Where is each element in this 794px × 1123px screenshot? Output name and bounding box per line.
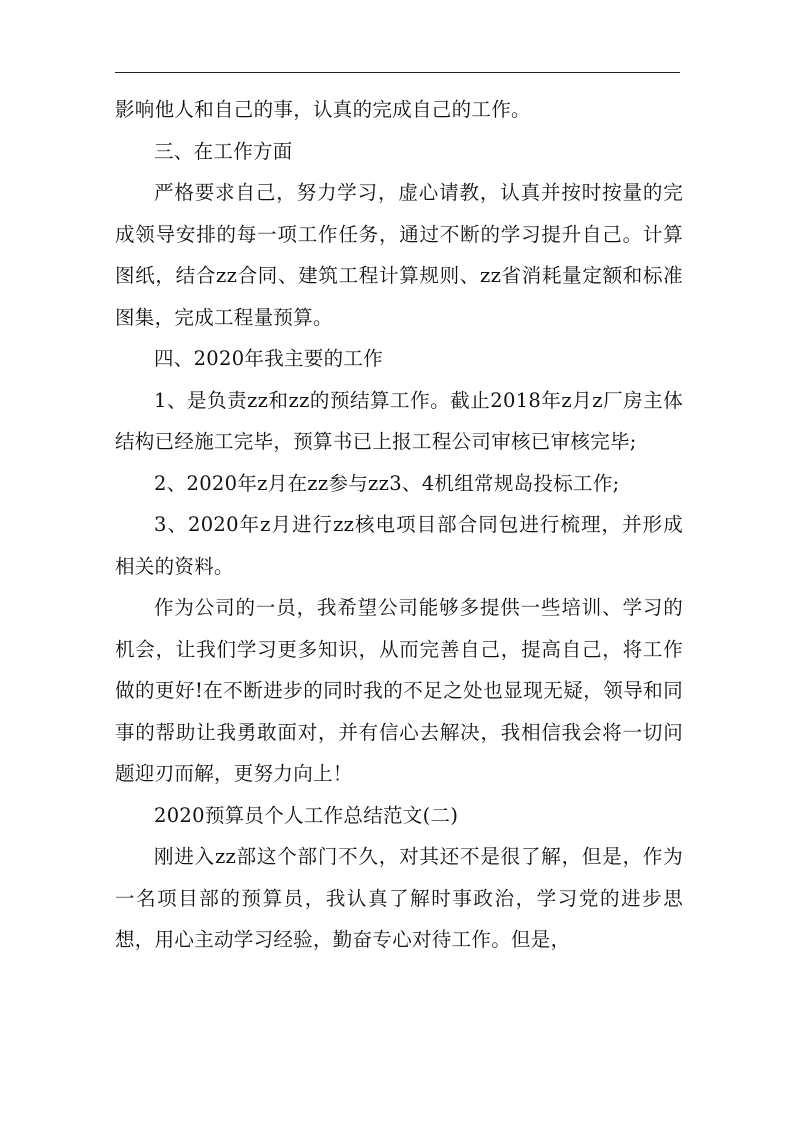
paragraph-hopes: 作为公司的一员，我希望公司能够多提供一些培训、学习的机会，让我们学习更多知识，从而完善自己，提高自己，将工作做的更好!在不断进步的同时我的不足之处也显现无疑，领导和同事的帮助让我勇敢面对，并有信心去解决，我相信我会将一切问题迎刃而解，更努力向上！ <box>115 596 683 785</box>
section-heading-main-work: 四、2020年我主要的工作 <box>154 347 384 370</box>
list-item-2: 2、2020年z月在zz参与zz3、4机组常规岛投标工作; <box>154 471 620 495</box>
header-rule <box>115 72 680 73</box>
section-title-part-two: 2020预算员个人工作总结范文(二) <box>154 803 459 827</box>
document-body <box>115 89 683 961</box>
list-item-3: 3、2020年z月进行zz核电项目部合同包进行梳理，并形成相关的资料。 <box>115 513 683 578</box>
paragraph-1: 影响他人和自己的事，认真的完成自己的工作。 <box>115 98 531 121</box>
list-item-1: 1、是负责zz和zz的预结算工作。截止2018年z月z厂房主体结构已经施工完毕，预算书已上报工程公司审核已审核完毕; <box>115 388 683 453</box>
section-heading-work-aspect: 三、在工作方面 <box>154 139 293 163</box>
paragraph-intro-part-two: 刚进入zz部这个部门不久，对其还不是很了解，但是，作为一名项目部的预算员，我认真了解时事政治，学习党的进步思想，用心主动学习经验，勤奋专心对待工作。但是， <box>115 845 683 951</box>
paragraph-work-requirements: 严格要求自己，努力学习，虚心请教，认真并按时按量的完成领导安排的每一项工作任务，通过不断的学习提升自己。计算图纸，结合zz合同、建筑工程计算规则、zz省消耗量定额和标准图集，完成工程量预算。 <box>115 181 683 329</box>
